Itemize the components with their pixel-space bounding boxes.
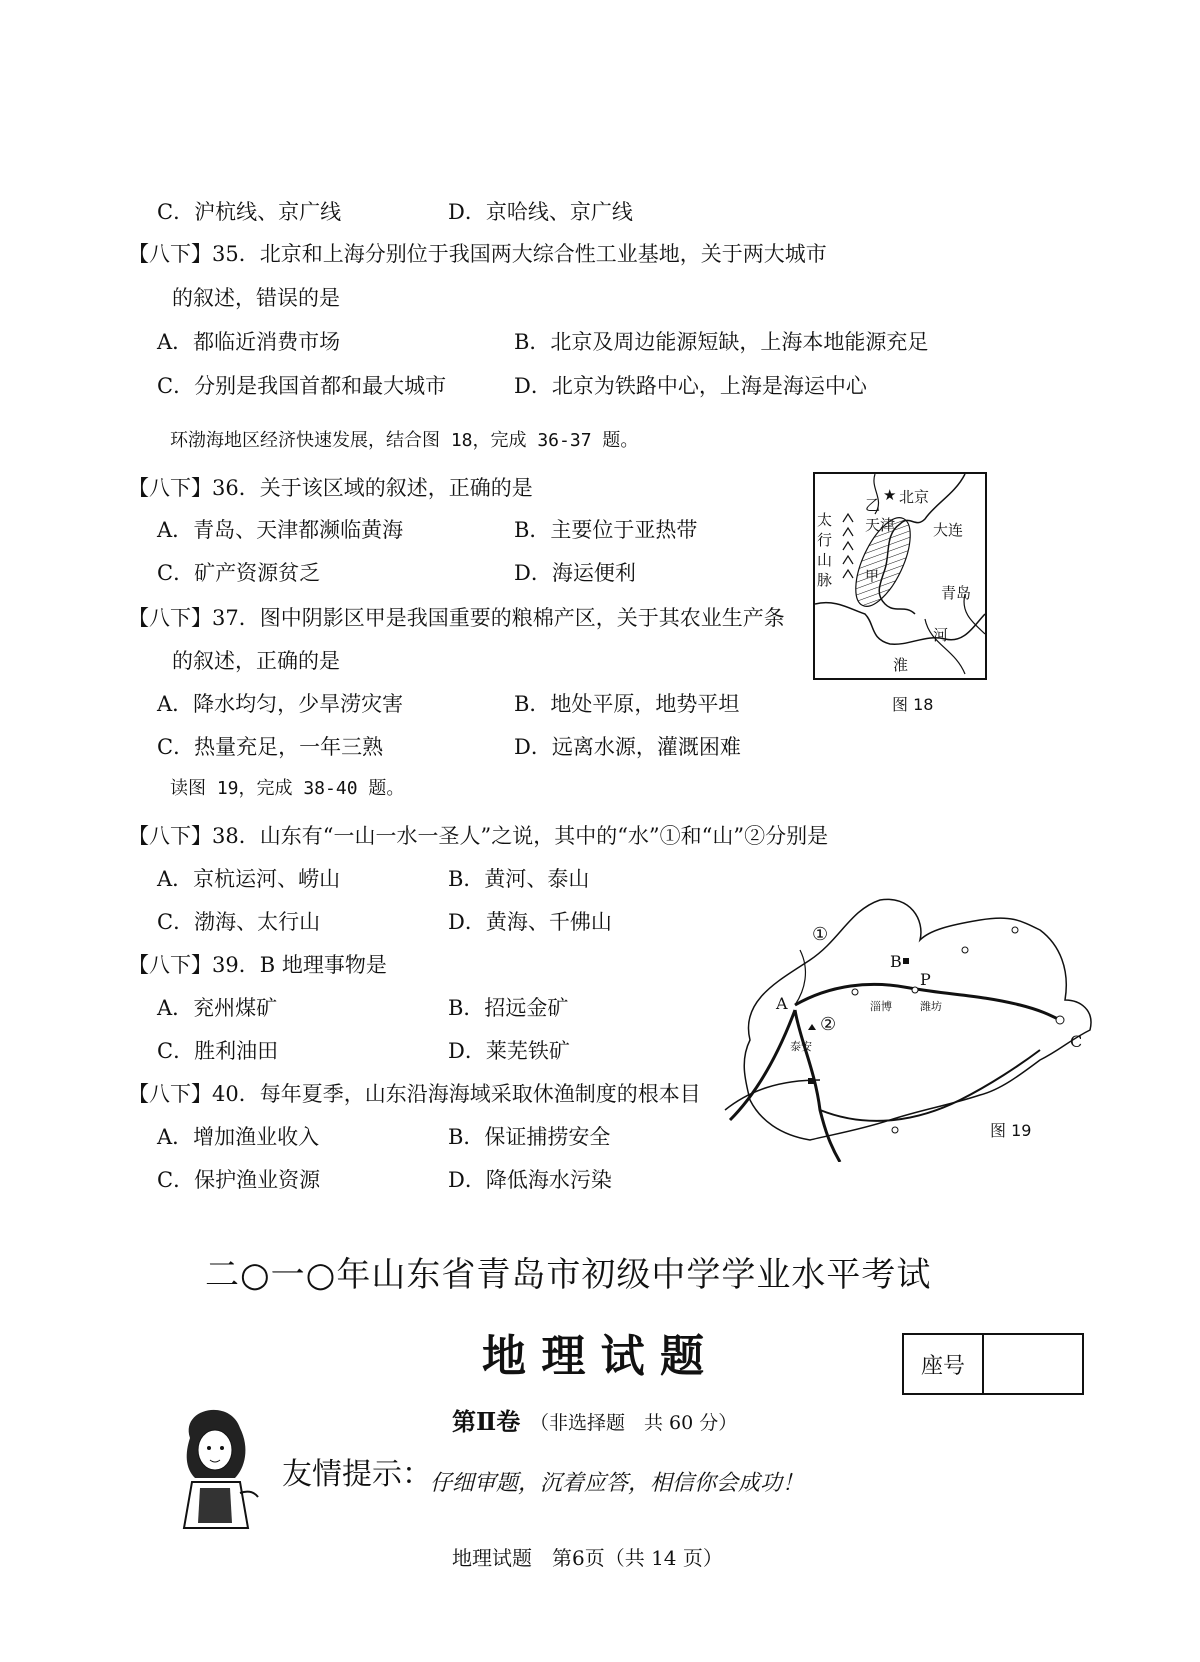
q36-option-b: B．主要位于亚热带	[514, 518, 698, 542]
q35-option-b: B．北京及周边能源短缺，上海本地能源充足	[514, 330, 929, 354]
cartoon-girl-illustration	[170, 1398, 262, 1530]
q39-stem: 【八下】39．B 地理事物是	[128, 953, 387, 977]
page-footer: 地理试题 第6页（共 14 页）	[452, 1546, 723, 1570]
label-huai: 淮	[893, 656, 909, 674]
figure-18-map	[813, 472, 987, 680]
q37-option-d: D．远离水源，灌溉困难	[514, 735, 741, 759]
seat-number-box	[902, 1333, 1084, 1395]
label-a: A	[776, 994, 788, 1013]
q39-option-d: D．莱芜铁矿	[448, 1039, 570, 1063]
label-zibo: 淄博	[870, 1000, 892, 1013]
q37-option-a: A．降水均匀，少旱涝灾害	[157, 692, 404, 716]
subject-title: 地 理 试 题	[482, 1331, 704, 1382]
seat-number-field[interactable]	[984, 1335, 1082, 1393]
q37-option-c: C．热量充足，一年三熟	[157, 735, 384, 759]
q34-option-c: C．沪杭线、京广线	[157, 200, 342, 224]
label-taihang: 太行山脉	[817, 511, 833, 589]
q35-option-c: C．分别是我国首都和最大城市	[157, 374, 447, 398]
q40-option-a: A．增加渔业收入	[157, 1125, 320, 1149]
label-weifang: 潍坊	[920, 1000, 942, 1013]
q37-stem-cont: 的叙述，正确的是	[172, 649, 340, 673]
q40-option-c: C．保护渔业资源	[157, 1168, 321, 1192]
q36-option-a: A．青岛、天津都濒临黄海	[157, 518, 404, 542]
hint-label: 友情提示：	[282, 1457, 432, 1492]
q38-option-b: B．黄河、泰山	[448, 867, 590, 891]
seat-label: 座号	[904, 1335, 984, 1393]
section-note: （非选择题 共 60 分）	[530, 1412, 738, 1434]
q39-option-c: C．胜利油田	[157, 1039, 279, 1063]
label-qingdao: 青岛	[941, 584, 972, 602]
intro-38-40: 读图 19，完成 38-40 题。	[170, 778, 405, 799]
label-beijing: 北京	[899, 488, 930, 506]
q35-stem-cont: 的叙述，错误的是	[172, 286, 340, 310]
q36-option-c: C．矿产资源贫乏	[157, 561, 321, 585]
beijing-star-icon: ★	[883, 486, 897, 504]
label-dalian: 大连	[933, 521, 964, 539]
shandong-map-svg	[720, 890, 1140, 1162]
figure-18-caption: 图 18	[892, 695, 934, 714]
label-p: P	[920, 970, 931, 989]
figure-19-caption: 图 19	[990, 1121, 1032, 1140]
q36-stem: 【八下】36．关于该区域的叙述，正确的是	[128, 476, 533, 500]
label-jia: 甲	[865, 569, 879, 585]
q38-option-a: A．京杭运河、崂山	[157, 867, 341, 891]
label-circle-two: ②	[820, 1014, 837, 1035]
q37-stem: 【八下】37．图中阴影区甲是我国重要的粮棉产区，关于其农业生产条	[128, 606, 785, 630]
q34-option-d: D．京哈线、京广线	[448, 200, 633, 224]
q40-stem: 【八下】40．每年夏季，山东沿海海域采取休渔制度的根本目	[128, 1082, 701, 1106]
label-circle-one: ①	[812, 924, 829, 945]
q39-option-a: A．兖州煤矿	[157, 996, 278, 1020]
label-he: 河	[933, 626, 949, 644]
label-yi: 乙	[865, 496, 881, 514]
hint-text: 仔细审题，沉着应答，相信你会成功！	[430, 1471, 805, 1496]
label-taian: 泰安	[790, 1040, 812, 1053]
q37-option-b: B．地处平原，地势平坦	[514, 692, 740, 716]
q35-option-a: A．都临近消费市场	[157, 330, 341, 354]
section-title: 第Ⅱ卷	[452, 1407, 521, 1436]
q35-option-d: D．北京为铁路中心，上海是海运中心	[514, 374, 867, 398]
label-c: C	[1070, 1032, 1083, 1051]
q40-option-d: D．降低海水污染	[448, 1168, 612, 1192]
q38-option-d: D．黄海、千佛山	[448, 910, 612, 934]
label-b: B	[890, 952, 902, 971]
q38-option-c: C．渤海、太行山	[157, 910, 321, 934]
q39-option-b: B．招远金矿	[448, 996, 569, 1020]
q35-stem: 【八下】35．北京和上海分别位于我国两大综合性工业基地，关于两大城市	[128, 242, 827, 266]
q38-stem: 【八下】38．山东有“一山一水一圣人”之说，其中的“水”①和“山”②分别是	[128, 824, 829, 848]
exam-title: 二○一○年山东省青岛市初级中学学业水平考试	[205, 1255, 932, 1295]
intro-36-37: 环渤海地区经济快速发展，结合图 18，完成 36-37 题。	[170, 430, 639, 451]
label-tianjin: 天津	[865, 516, 896, 534]
figure-19-map	[720, 890, 1140, 1162]
q36-option-d: D．海运便利	[514, 561, 636, 585]
q40-option-b: B．保证捕捞安全	[448, 1125, 611, 1149]
